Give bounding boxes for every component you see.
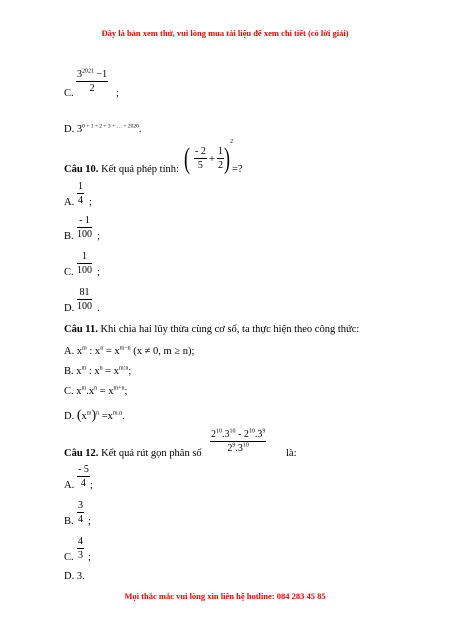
q10-tail: =? — [232, 164, 243, 175]
q10-option-tail: ; — [89, 197, 92, 208]
q12-tail: là: — [286, 448, 297, 459]
q10-plus: + — [209, 154, 215, 165]
q11-option-b: B. $x^m$ : $x^n = x^{m:n}$; — [64, 365, 132, 377]
q10-left-paren: ( — [184, 142, 190, 175]
q12-option-fraction: $\frac{- 5}{4}$ — [78, 464, 89, 489]
q10-option-tail: . — [97, 303, 100, 314]
q10-option-fraction: $\frac{1}{4}$ — [78, 181, 83, 206]
q12-option-label: A. — [64, 480, 75, 491]
q12-option-tail: ; — [88, 552, 91, 563]
q12-option-fraction: $\frac{3}{4}$ — [78, 500, 83, 525]
q9-option-c-tail: ; — [116, 88, 119, 99]
q12-question: Câu 12. Kết quả rút gọn phân số — [64, 448, 202, 459]
q9-option-d: D. $3^{0 + 1 + 2 + 3 + \dots + 2020}$. — [64, 123, 142, 135]
q12-option-fraction: $\frac{4}{3}$ — [78, 536, 83, 561]
q10-option-fraction: $\frac{81}{100}$ — [77, 287, 92, 312]
q12-option-label: B. — [64, 516, 74, 527]
q11-option-c: C. $x^m.x^n = x^{m+n}$; — [64, 385, 128, 397]
header-notice: Đây là bản xem thử, vui lòng mua tài liệu để xem chi tiết (có lời giải) — [101, 28, 349, 38]
q12-option-tail: ; — [88, 516, 91, 527]
q12-option-tail: ; — [90, 480, 93, 491]
q10-option-fraction: $\frac{- 1}{100}$ — [77, 215, 92, 240]
q10-fraction-2: $\frac{1}{2}$ — [218, 146, 223, 171]
q10-option-label: B. — [64, 231, 74, 242]
footer-notice: Mọi thắc mắc vui lòng xin liên hệ hotline: 084 283 45 85 — [124, 591, 326, 601]
q10-option-label: D. — [64, 303, 75, 314]
q10-exponent: 2 — [230, 139, 233, 145]
q10-option-label: A. — [64, 197, 75, 208]
q10-option-tail: ; — [97, 231, 100, 242]
q10-option-fraction: $\frac{1}{100}$ — [77, 251, 92, 276]
q11-question: Câu 11. Khi chia hai lũy thừa cùng cơ số, ta thực hiện theo công thức: — [64, 324, 360, 335]
q9-option-c-fraction: $\frac{3^{2021} -1}{2}$ — [77, 68, 108, 94]
q11-option-d: D. $(x^m)^n =x^{m.n}$. — [64, 408, 125, 423]
q9-option-c-label: C. — [64, 88, 74, 99]
q10-question: Câu 10. Kết quả phép tính: — [64, 164, 179, 175]
q12-option-label: C. — [64, 552, 74, 563]
q12-option-d: D. 3. — [64, 571, 85, 582]
q11-option-a: A. $x^m$ : $x^n = x^{m-n}$ (x ≠ 0, m ≥ n); — [64, 345, 195, 357]
q10-fraction-1: $\frac{- 2}{5}$ — [195, 146, 206, 171]
q10-right-paren: ) — [224, 142, 230, 175]
q12-fraction: $\frac{2^{10}.3^{10} - 2^{10}.3^9}{2^9.3^{10}}$ — [211, 428, 266, 454]
q10-option-label: C. — [64, 267, 74, 278]
q10-option-tail: ; — [97, 267, 100, 278]
